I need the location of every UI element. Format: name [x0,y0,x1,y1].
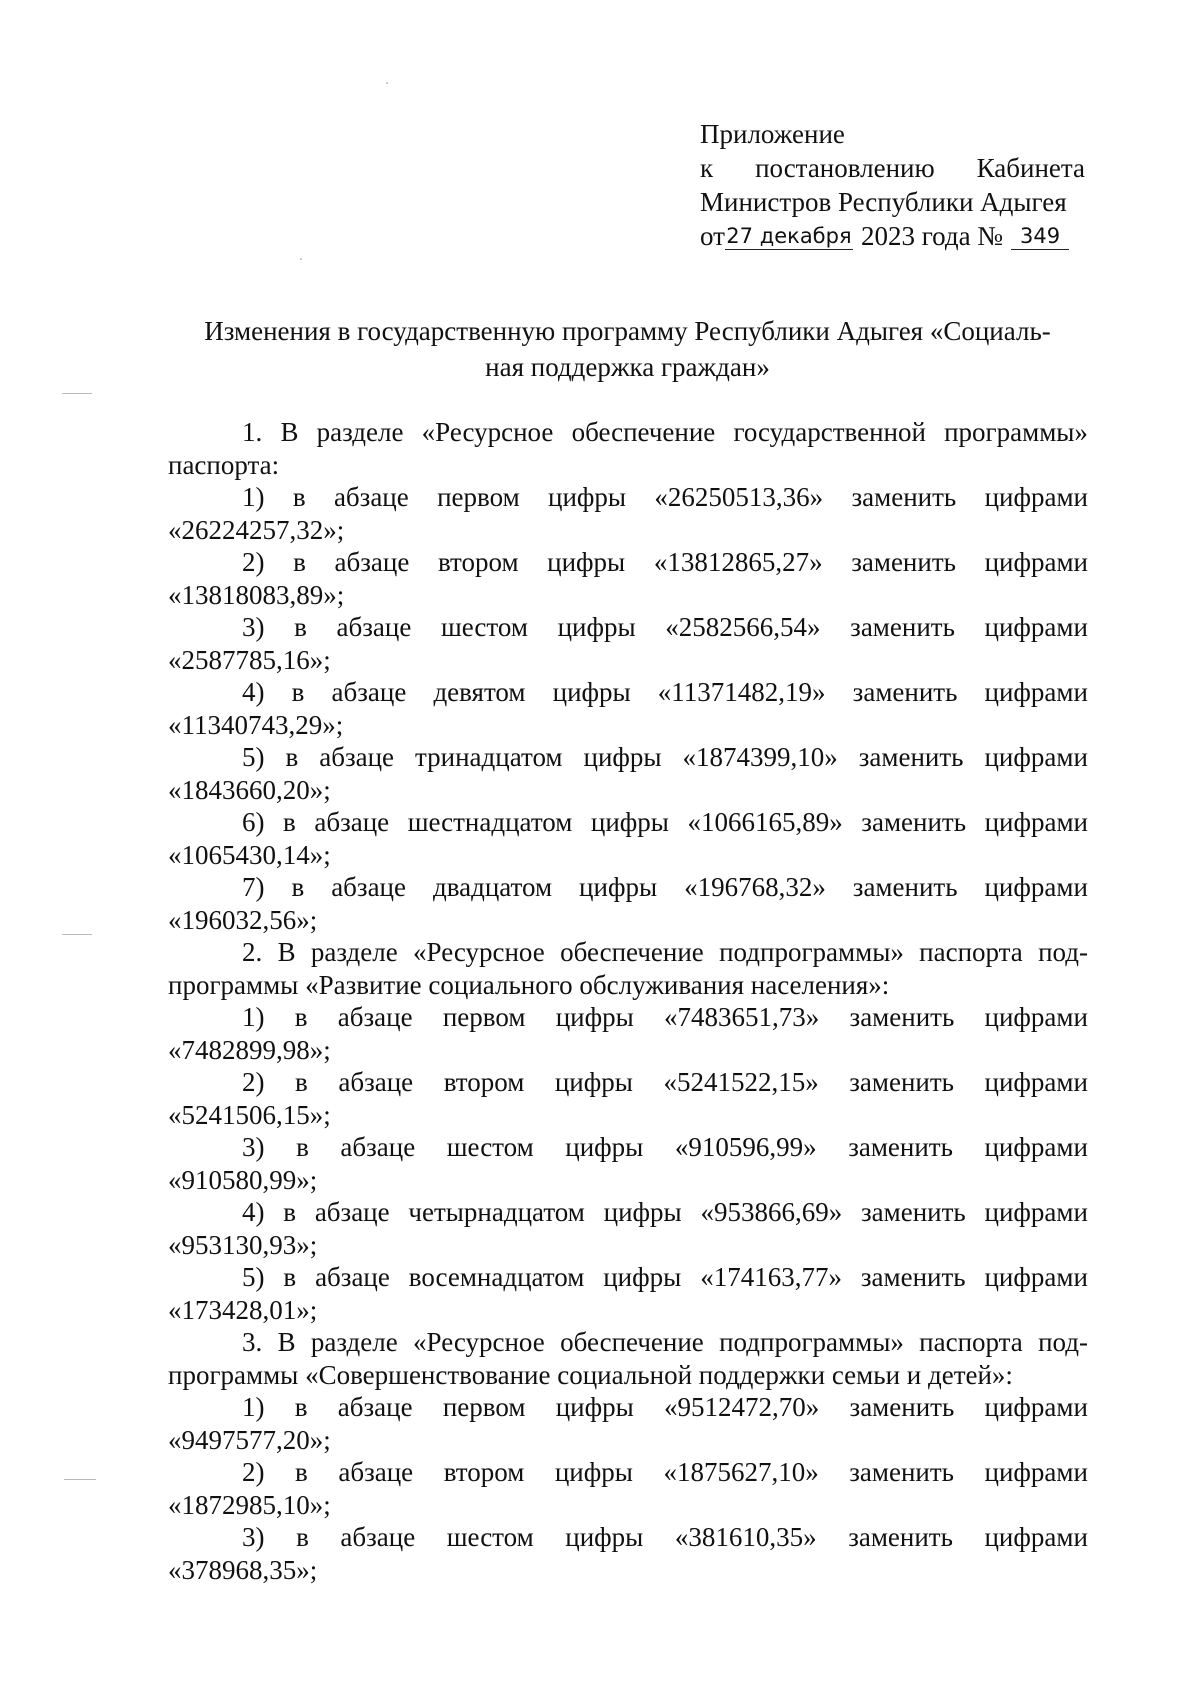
word: заменить [861,807,967,837]
word: в [283,1197,297,1227]
word: 2) [242,1457,265,1487]
list-item [168,1196,1088,1261]
word: заменить [851,482,957,512]
word: обеспечение [571,417,716,447]
word: программы» [944,417,1088,447]
list-item [168,676,1088,741]
word: цифры [554,1457,633,1487]
word: 3) [242,1132,265,1162]
word: обеспечение [560,1327,704,1357]
appendix-title: Приложение [700,119,845,149]
word: заменить [849,1002,955,1032]
word: 5) [242,742,265,772]
word: восемнадцатом [408,1262,585,1292]
list-item [168,1001,1088,1066]
paragraph-continuation: «26224257,32»; [168,514,345,545]
word: В [280,417,299,447]
word: абзаце [337,1392,413,1422]
word: В [277,937,296,967]
paragraph-continuation: «13818083,89»; [168,579,345,610]
paragraph-first-line [168,1066,1088,1099]
appendix-decree-line [700,151,1085,185]
list-item [168,611,1088,676]
word: в [283,807,296,837]
word: «381610,35» [674,1522,817,1552]
word: «953866,69» [700,1197,843,1227]
word: цифры [555,1392,634,1422]
word: 1) [242,482,265,512]
appendix-word: постановлению [755,153,935,183]
word: 4) [242,677,265,707]
word: 2) [242,1067,265,1097]
paragraph-continuation: «1065430,14»; [168,839,331,870]
word: цифры [547,547,626,577]
word: цифрами [984,872,1088,902]
word: цифрами [984,482,1088,512]
word: абзаце [314,1197,390,1227]
list-item [168,1131,1088,1196]
word: цифрами [984,1262,1088,1292]
word: втором [443,1067,525,1097]
section-paragraph [168,1326,1088,1391]
word: «1875627,10» [663,1457,819,1487]
word: 4) [242,1197,265,1227]
paragraph-continuation: «378968,35»; [168,1554,318,1585]
word: абзаце [338,1067,414,1097]
paragraph-continuation: «7482899,98»; [168,1034,331,1065]
word: втором [437,547,519,577]
word: под- [1038,937,1088,967]
word: «1874399,10» [682,742,838,772]
scan-mark [300,258,302,260]
word: цифрами [984,807,1088,837]
word: цифрами [984,612,1088,642]
word: цифры [590,807,669,837]
word: заменить [850,612,955,642]
word: заменить [849,1457,954,1487]
document-title [170,313,1085,385]
word: абзаце [340,1522,416,1552]
scan-mark [62,934,92,935]
word: «1066165,89» [687,807,843,837]
word: абзаце [314,807,390,837]
word: цифры [603,1197,682,1227]
word: «174163,77» [700,1262,842,1292]
word: в [292,482,306,512]
word: абзаце [331,677,407,707]
word: цифрами [984,547,1088,577]
word: цифрами [984,1522,1088,1552]
paragraph-first-line [168,1196,1088,1229]
word: подпрограммы» [719,1327,904,1357]
word: заменить [849,1392,955,1422]
paragraph-first-line [168,741,1088,774]
paragraph-continuation: «910580,99»; [168,1164,318,1195]
word: 1) [242,1002,265,1032]
list-item [168,1391,1088,1456]
word: 1) [242,1392,265,1422]
word: заменить [860,1262,966,1292]
word: заменить [852,872,958,902]
paragraph-first-line [168,546,1088,579]
appendix-authority: Министров Республики Адыгея [700,187,1067,217]
word: цифрами [984,677,1088,707]
word: в [295,1067,308,1097]
word: цифрами [984,1457,1088,1487]
scan-mark [386,82,388,84]
paragraph-first-line [168,1001,1088,1034]
word: разделе [310,937,398,967]
word: в [291,872,305,902]
word: цифры [557,612,636,642]
word: цифры [555,1002,634,1032]
paragraph-continuation: «1872985,10»; [168,1489,331,1520]
word: абзаце [336,612,412,642]
word: «9512472,70» [664,1392,820,1422]
list-item [168,741,1088,806]
word: заменить [849,1067,954,1097]
paragraph-continuation: «173428,01»; [168,1294,318,1325]
word: цифрами [984,1132,1088,1162]
word: «11371482,19» [657,677,826,707]
word: 1. [242,417,263,447]
word: абзаце [337,1002,413,1032]
list-item [168,871,1088,936]
word: двадцатом [432,872,553,902]
word: «5241522,15» [663,1067,819,1097]
appendix-date-line [700,219,1085,253]
paragraph-continuation: программы «Развитие социального обслуживания населения»: [168,969,890,1000]
word: «7483651,73» [664,1002,820,1032]
word: разделе [310,1327,398,1357]
list-item [168,481,1088,546]
word: «Ресурсное [413,937,545,967]
paragraph-continuation: «5241506,15»; [168,1099,331,1130]
word: тринадцатом [415,742,563,772]
word: цифры [548,482,627,512]
word: «196768,32» [684,872,826,902]
word: абзаце [331,872,406,902]
word: абзаце [333,482,409,512]
paragraph-first-line [168,1131,1088,1164]
word: в [285,742,299,772]
appendix-block [700,117,1085,253]
word: цифры [583,742,662,772]
paragraph-first-line [168,611,1088,644]
paragraph-first-line [168,1391,1088,1424]
word: «26250513,36» [654,482,824,512]
word: 5) [242,1262,265,1292]
word: в [294,1392,308,1422]
word: абзаце [315,1262,390,1292]
word: в [296,1132,309,1162]
word: паспорта [919,1327,1023,1357]
word: цифры [552,677,631,707]
list-item [168,1456,1088,1521]
word: шестом [446,1522,534,1552]
paragraph-first-line [168,806,1088,839]
word: 2) [242,547,265,577]
word: «2582566,54» [665,612,821,642]
word: заменить [852,677,958,707]
word: в [283,1262,297,1292]
word: 7) [242,872,265,902]
word: цифры [603,1262,682,1292]
word: 2. [242,937,263,967]
paragraph-continuation: «11340743,29»; [168,709,344,740]
paragraph-first-line [168,416,1088,449]
word: цифрами [984,742,1088,772]
section-paragraph [168,936,1088,1001]
word: заменить [851,547,956,577]
word: в [296,1522,309,1552]
date-year-label: 2023 года № [860,221,1004,251]
word: «910596,99» [674,1132,817,1162]
paragraph-first-line [168,1521,1088,1554]
word: абзаце [338,1457,414,1487]
word: «13812865,27» [653,547,823,577]
word: «Ресурсное [413,1327,545,1357]
paragraph-first-line [168,676,1088,709]
word: разделе [316,417,404,447]
list-item [168,1521,1088,1586]
word: шестом [440,612,528,642]
word: заменить [858,742,964,772]
word: цифрами [984,1067,1088,1097]
word: цифрами [984,1197,1088,1227]
appendix-word: к [700,153,714,183]
title-line-1: Изменения в государственную программу Республики Адыгея «Социаль- [204,316,1051,346]
word: подпрограммы» [719,937,904,967]
word: 3. [242,1327,263,1357]
word: цифры [579,872,658,902]
word: первом [437,482,520,512]
paragraph-first-line [168,1261,1088,1294]
word: 6) [242,807,265,837]
word: в [294,612,307,642]
paragraph-continuation: «196032,56»; [168,904,318,935]
appendix-word: Кабинета [976,153,1085,183]
word: 3) [242,1522,265,1552]
word: шестнадцатом [407,807,573,837]
paragraph-continuation: программы «Совершенствование социальной поддержки семьи и детей»: [168,1359,1013,1390]
word: В [277,1327,296,1357]
paragraph-first-line [168,936,1088,969]
paragraph-continuation: «2587785,16»; [168,644,331,675]
word: цифры [565,1522,644,1552]
list-item [168,806,1088,871]
scan-mark [64,1479,96,1480]
word: под- [1038,1327,1088,1357]
paragraph-first-line [168,1326,1088,1359]
word: заменить [860,1197,966,1227]
word: заменить [848,1522,953,1552]
word: 3) [242,612,265,642]
word: цифрами [984,1002,1088,1032]
scan-mark [62,393,92,394]
word: в [293,547,306,577]
list-item [168,546,1088,611]
word: цифрами [984,1392,1088,1422]
handwritten-date: 27 декабря [726,224,852,248]
paragraph-first-line [168,1456,1088,1489]
word: в [294,1002,308,1032]
paragraph-first-line [168,871,1088,904]
word: абзаце [340,1132,416,1162]
word: цифры [554,1067,633,1097]
word: абзаце [319,742,395,772]
word: втором [443,1457,525,1487]
title-line-2: ная поддержка граждан» [485,352,770,382]
date-prefix: от [700,221,725,251]
word: девятом [433,677,526,707]
word: шестом [446,1132,534,1162]
word: обеспечение [560,937,704,967]
paragraph-first-line [168,481,1088,514]
paragraph-continuation: паспорта: [168,449,280,480]
word: «Ресурсное [421,417,554,447]
list-item [168,1261,1088,1326]
paragraph-continuation: «953130,93»; [168,1229,318,1260]
handwritten-number: 349 [1011,223,1069,250]
word: заменить [848,1132,953,1162]
paragraph-continuation: «9497577,20»; [168,1424,331,1455]
word: четырнадцатом [408,1197,585,1227]
word: первом [442,1002,526,1032]
list-item [168,1066,1088,1131]
paragraph-continuation: «1843660,20»; [168,774,331,805]
word: цифры [565,1132,644,1162]
word: в [291,677,305,707]
word: абзаце [334,547,410,577]
word: в [295,1457,308,1487]
word: государственной [733,417,926,447]
word: паспорта [919,937,1023,967]
document-body [168,416,1088,1586]
section-paragraph [168,416,1088,481]
word: первом [442,1392,526,1422]
